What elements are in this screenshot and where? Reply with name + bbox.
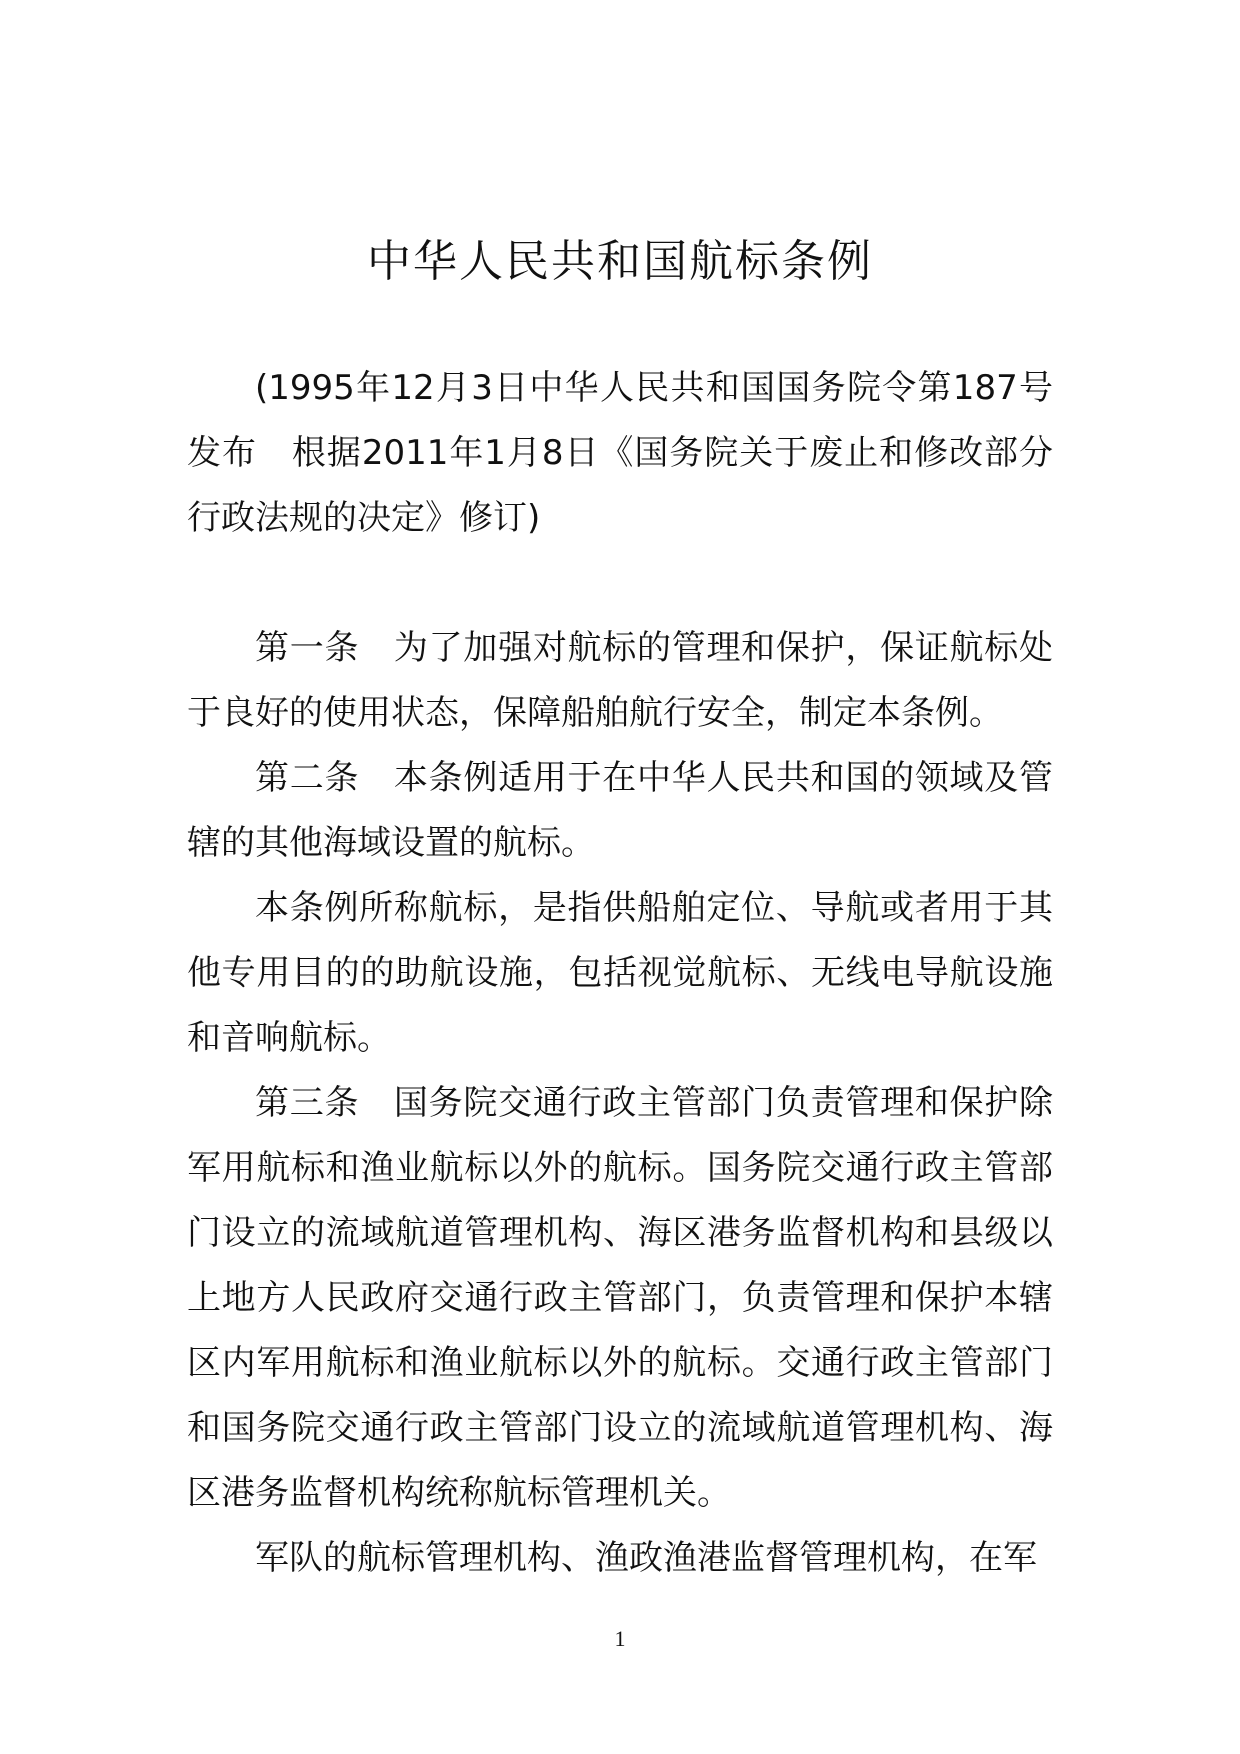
article-paragraph: 第一条 为了加强对航标的管理和保护，保证航标处于良好的使用状态，保障船舶航行安全，制定本条例。	[187, 628, 1053, 733]
page-number: 1	[614, 1626, 626, 1651]
article-paragraph: 第二条 本条例适用于在中华人民共和国的领域及管辖的其他海域设置的航标。	[187, 758, 1053, 863]
article-paragraph: 军队的航标管理机构、渔政渔港监督管理机构，在军	[255, 1538, 1037, 1578]
document-title: 中华人民共和国航标条例	[367, 236, 873, 287]
promulgation-note: (1995年12月3日中华人民共和国国务院令第187号发布 根据2011年1月8日《国务院关于废止和修改部分行政法规的决定》修订)	[187, 368, 1053, 538]
article-paragraph: 第三条 国务院交通行政主管部门负责管理和保护除军用航标和渔业航标以外的航标。国务院交通行政主管部门设立的流域航道管理机构、海区港务监督机构和县级以上地方人民政府交通行政主管部门，负责管理和保护本辖区内军用航标和渔业航标以外的航标。交通行政主管部门和国务院交通行政主管部门设立的流域航道管理机构、海区港务监督机构统称航标管理机关。	[187, 1083, 1053, 1513]
article-paragraph: 本条例所称航标，是指供船舶定位、导航或者用于其他专用目的的助航设施，包括视觉航标、无线电导航设施和音响航标。	[187, 888, 1053, 1058]
article-body	[187, 616, 1053, 1591]
